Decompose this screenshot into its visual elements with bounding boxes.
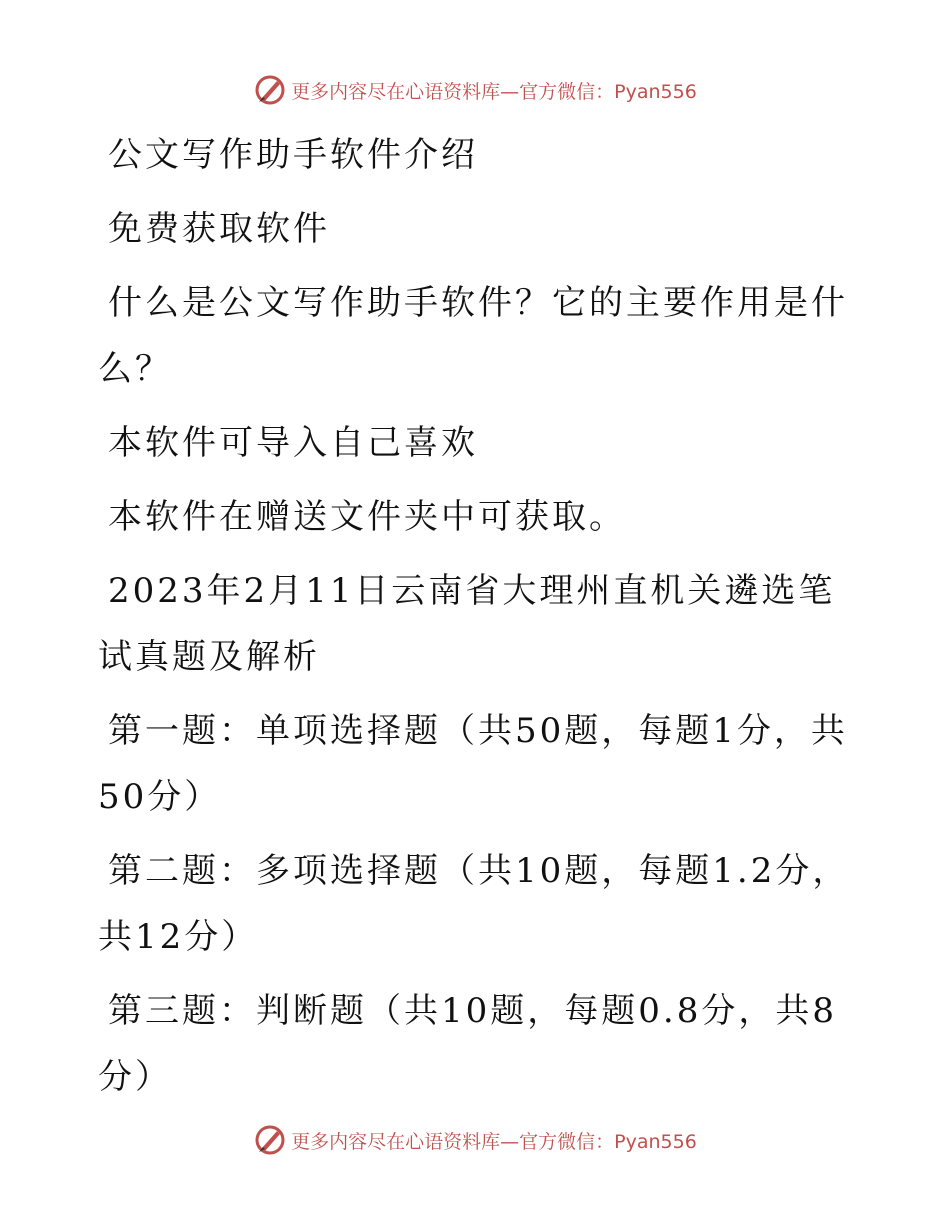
quill-pen-logo-icon xyxy=(253,1123,287,1157)
paragraph-exam-title: 2023年2月11日云南省大理州直机关遴选笔试真题及解析 xyxy=(98,571,836,677)
paragraph-title: 公文写作助手软件介绍 xyxy=(108,135,478,175)
header-watermark-text: 更多内容尽在心语资料库—官方微信：Pyan556 xyxy=(291,80,697,103)
page-header-watermark xyxy=(0,70,950,110)
paragraph-import: 本软件可导入自己喜欢 xyxy=(108,423,478,463)
paragraph-section-2: 第二题：多项选择题（共10题，每题1.2分，共12分） xyxy=(98,851,850,957)
paragraph-gift-folder: 本软件在赠送文件夹中可获取。 xyxy=(108,497,626,537)
page-footer-watermark xyxy=(0,1120,950,1160)
footer-watermark-text: 更多内容尽在心语资料库—官方微信：Pyan556 xyxy=(291,1130,697,1153)
paragraph-section-3: 第三题：判断题（共10题，每题0.8分，共8分） xyxy=(98,991,837,1097)
paragraph-free-software: 免费获取软件 xyxy=(108,209,330,249)
paragraph-what-is: 什么是公文写作助手软件？它的主要作用是什么？ xyxy=(98,283,848,389)
quill-pen-logo-icon xyxy=(253,73,287,107)
document-body xyxy=(98,122,858,1118)
paragraph-section-1: 第一题：单项选择题（共50题，每题1分，共50分） xyxy=(98,711,848,817)
